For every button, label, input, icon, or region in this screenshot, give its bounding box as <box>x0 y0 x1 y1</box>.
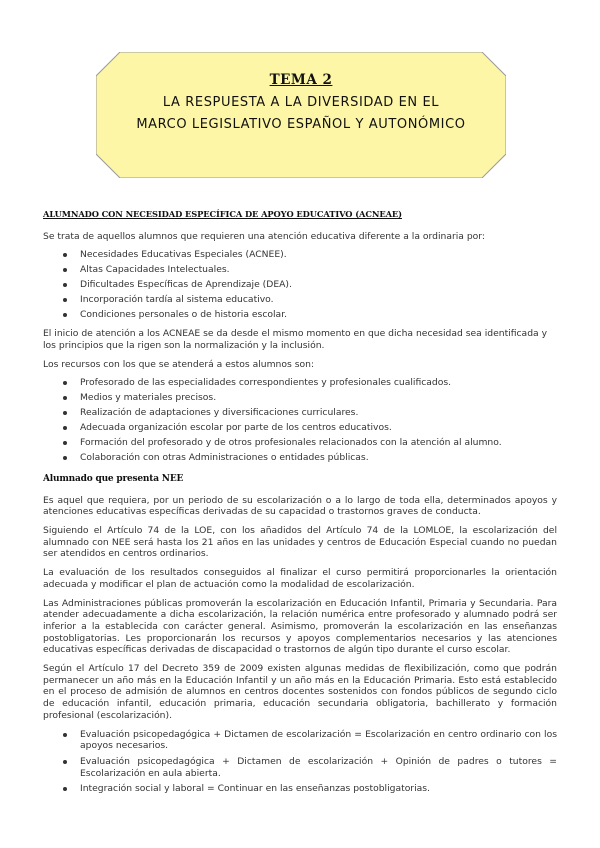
resources-intro: Los recursos con los que se atenderá a estos alumnos son: <box>43 358 315 370</box>
nee-modalities-list <box>43 729 557 796</box>
acneae-intro: Se trata de aquellos alumnos que requieren una atención educativa diferente a la ordinaria por: <box>43 230 486 242</box>
title-line-2: MARCO LEGISLATIVO ESPAÑOL Y AUTONÓMICO <box>136 117 466 132</box>
resources-list <box>43 377 557 464</box>
section-heading-nee: Alumnado que presenta NEE <box>43 473 184 484</box>
list-item: Dificultades Específicas de Aprendizaje (DEA). <box>43 279 557 291</box>
list-item: Evaluación psicopedagógica + Dictamen de escolarización + Opinión de padres o tutores = Escolarización en aula abierta. <box>43 756 557 779</box>
acneae-start-paragraph: El inicio de atención a los ACNEAE se da desde el mismo momento en que dicha necesidad sea identificada y los principios que la rigen son la normalización y la inclusión. <box>43 328 548 351</box>
list-item: Evaluación psicopedagógica + Dictamen de escolarización = Escolarización en centro ordinario con los apoyos necesarios. <box>43 729 557 752</box>
tema-number: TEMA 2 <box>269 72 333 88</box>
nee-paragraph: Siguiendo el Artículo 74 de la LOE, con los añadidos del Artículo 74 de la LOMLOE, la escolarización del alumnado con NEE será hasta los 21 años en las unidades y centros de Educación Especial cuando no puedan ser atendidos en centros ordinarios. <box>43 525 557 560</box>
acneae-causes-list <box>43 249 557 321</box>
title-line-1: LA RESPUESTA A LA DIVERSIDAD EN EL <box>162 95 440 110</box>
list-item: Realización de adaptaciones y diversificaciones curriculares. <box>43 407 557 419</box>
nee-paragraph: Es aquel que requiera, por un periodo de su escolarización o a lo largo de toda ella, determinados apoyos y atenciones educativas específicas derivadas de su capacidad o trastornos graves de conducta. <box>43 494 557 518</box>
nee-paragraph: Según el Artículo 17 del Decreto 359 de 2009 existen algunas medidas de flexibilización, como que podrán permanecer un año más en la Educación Infantil y un año más en la Educación Primaria. Esto está establecido en el proceso de admisión de alumnos en centros docentes sostenidos con fondos públicos de segundo ciclo de educación infantil, educación primaria, educación secundaria obligatoria, bachillerato y formación profesional (escolarización). <box>43 663 557 721</box>
title-banner <box>96 52 506 178</box>
document-body <box>43 209 557 802</box>
list-item: Formación del profesorado y de otros profesionales relacionados con la atención al alumno. <box>43 437 557 449</box>
nee-paragraph: Las Administraciones públicas promoverán la escolarización en Educación Infantil, Primaria y Secundaria. Para atender adecuadamente a dicha escolarización, la relación numérica entre profesorado y alumnado podrá ser inferior a la establecida con carácter general. Asimismo, promoverán la escolarización en las enseñanzas postobligatorias. Les proporcionarán los recursos y apoyos complementarios necesarios y las atenciones educativas específicas derivadas de discapacidad o trastornos de algún tipo durante el curso escolar. <box>43 597 557 656</box>
list-item: Adecuada organización escolar por parte de los centros educativos. <box>43 422 557 434</box>
nee-paragraph: La evaluación de los resultados conseguidos al finalizar el curso permitirá proporcionarles la orientación adecuada y modificar el plan de actuación como la modalidad de escolarización. <box>43 567 557 590</box>
list-item: Colaboración con otras Administraciones o entidades públicas. <box>43 452 557 464</box>
list-item: Incorporación tardía al sistema educativo. <box>43 294 557 306</box>
list-item: Altas Capacidades Intelectuales. <box>43 264 557 276</box>
list-item: Medios y materiales precisos. <box>43 392 557 404</box>
list-item: Condiciones personales o de historia escolar. <box>43 309 557 321</box>
section-heading-acneae: ALUMNADO CON NECESIDAD ESPECÍFICA DE APOYO EDUCATIVO (ACNEAE) <box>43 209 402 219</box>
list-item: Profesorado de las especialidades correspondientes y profesionales cualificados. <box>43 377 557 389</box>
list-item: Necesidades Educativas Especiales (ACNEE). <box>43 249 557 261</box>
title-text-block <box>96 72 506 136</box>
list-item: Integración social y laboral = Continuar en las enseñanzas postobligatorias. <box>43 783 557 795</box>
